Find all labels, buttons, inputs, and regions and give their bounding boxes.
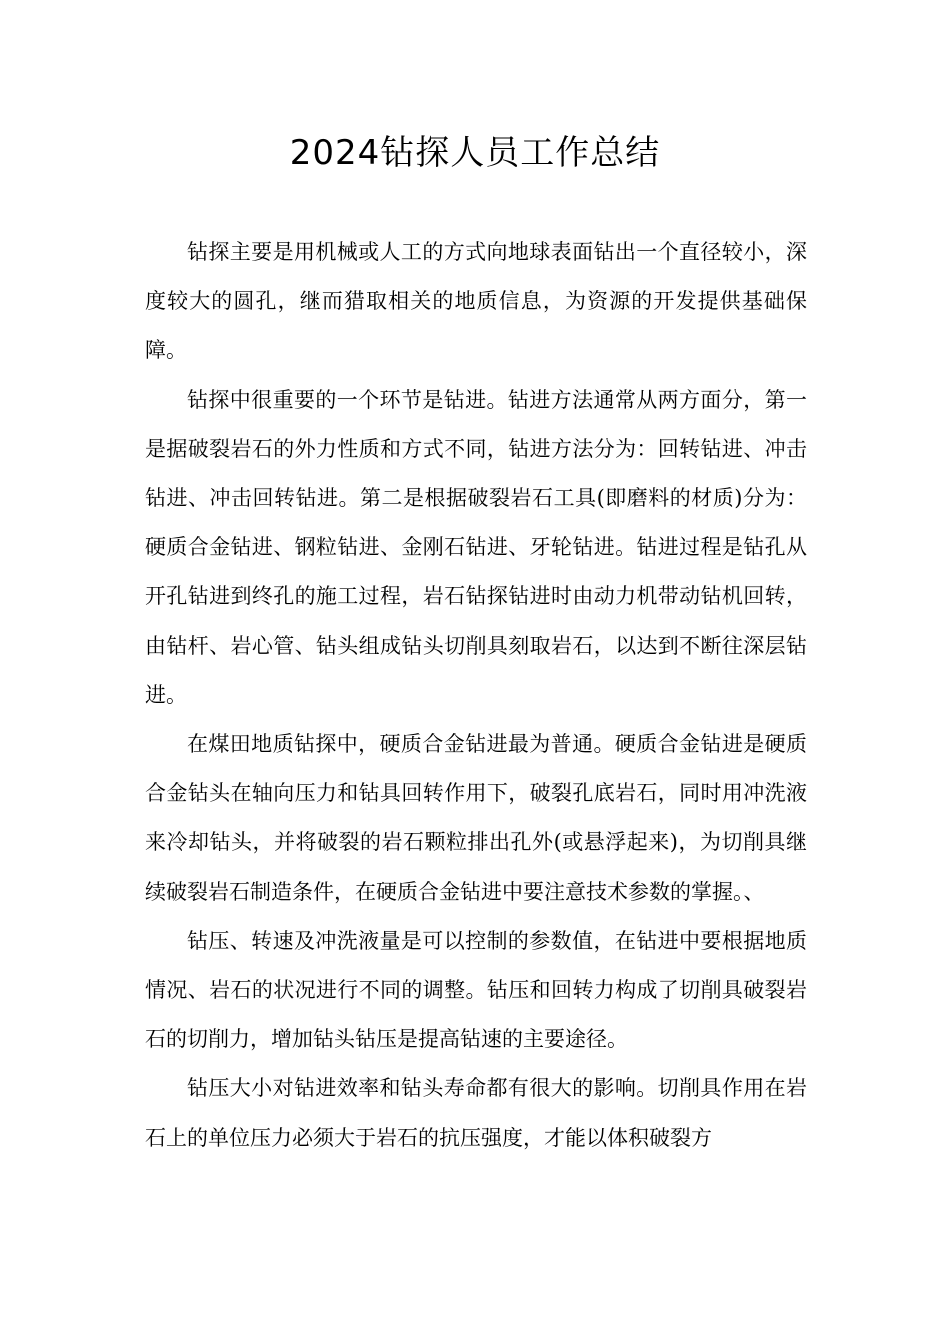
paragraph-4: 钻压、转速及冲洗液量是可以控制的参数值，在钻进中要根据地质情况、岩石的状况进行不同的调整。钻压和回转力构成了切削具破裂岩石的切削力，增加钻头钻压是提高钻速的主要途径。 bbox=[145, 928, 807, 1052]
paragraph-2: 钻探中很重要的一个环节是钻进。钻进方法通常从两方面分，第一是据破裂岩石的外力性质和方式不同，钻进方法分为：回转钻进、冲击钻进、冲击回转钻进。第二是根据破裂岩石工具(即磨料的材质)分为：硬质合金钻进、钢粒钻进、金刚石钻进、牙轮钻进。钻进过程是钻孔从开孔钻进到终孔的施工过程，岩石钻探钻进时由动力机带动钻机回转，由钻杆、岩心管、钻头组成钻头切削具刻取岩石，以达到不断往深层钻进。 bbox=[145, 387, 807, 707]
paragraph-3: 在煤田地质钻探中，硬质合金钻进最为普通。硬质合金钻进是硬质合金钻头在轴向压力和钻具回转作用下，破裂孔底岩石，同时用冲洗液来冷却钻头，并将破裂的岩石颗粒排出孔外(或悬浮起来)，为切削具继续破裂岩石制造条件，在硬质合金钻进中要注意技术参数的掌握。、 bbox=[145, 732, 807, 904]
document-title: 2024钻探人员工作总结 bbox=[289, 133, 661, 173]
paragraph-1: 钻探主要是用机械或人工的方式向地球表面钻出一个直径较小，深度较大的圆孔，继而猎取相关的地质信息，为资源的开发提供基础保障。 bbox=[145, 240, 807, 363]
document-body bbox=[145, 228, 807, 1163]
paragraph-5: 钻压大小对钻进效率和钻头寿命都有很大的影响。切削具作用在岩石上的单位压力必须大于岩石的抗压强度，才能以体积破裂方 bbox=[145, 1076, 807, 1150]
